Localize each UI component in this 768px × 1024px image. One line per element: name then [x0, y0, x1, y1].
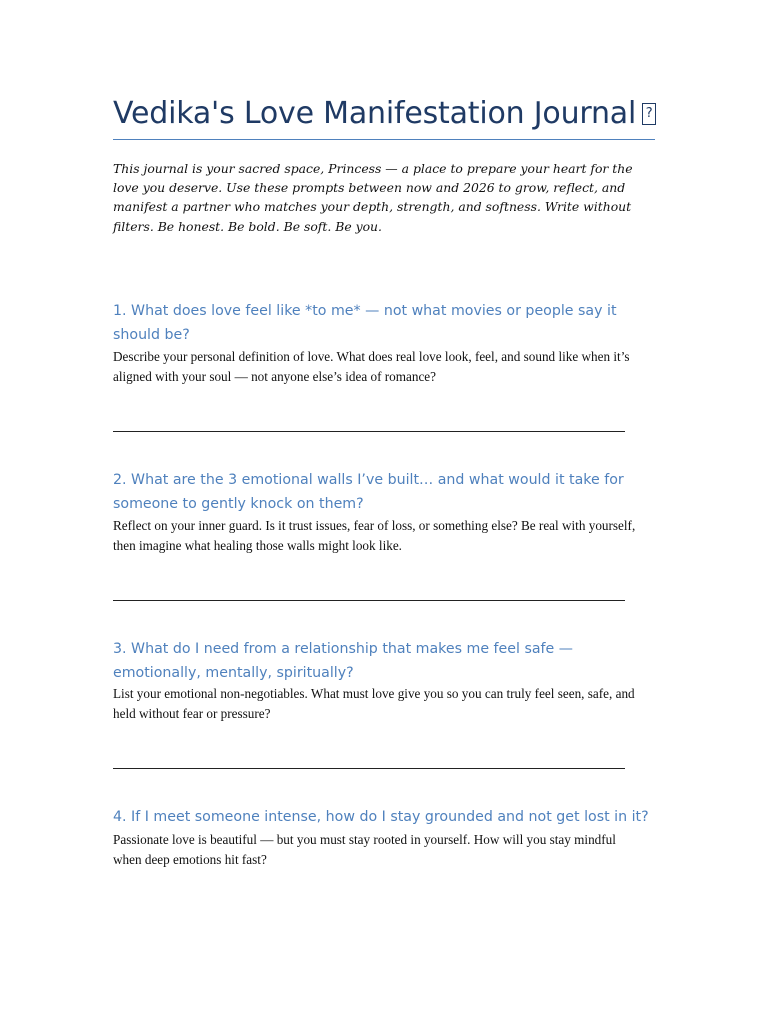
- answer-line-2[interactable]: [113, 600, 625, 601]
- prompt-description-1: Describe your personal definition of love. What does real love look, feel, and sound like when it’s aligned with your soul — not anyone else’s idea of romance?: [113, 349, 630, 384]
- intro-paragraph: This journal is your sacred space, Princess — a place to prepare your heart for the love you deserve. Use these prompts between now and 2026 to grow, reflect, and manifest a partner who matches your depth, strength, and softness. Write without filters. Be honest. Be bold. Be soft. Be you.: [113, 161, 633, 234]
- missing-glyph-icon: [642, 103, 656, 125]
- document-title: [113, 92, 655, 136]
- prompt-description-2: Reflect on your inner guard. Is it trust issues, fear of loss, or something else? Be real with yourself, then imagine what healing those walls might look like.: [113, 518, 636, 553]
- prompt-heading-3: 3. What do I need from a relationship that makes me feel safe — emotionally, mentally, spiritually?: [113, 641, 573, 681]
- prompt-description-4: Passionate love is beautiful — but you must stay rooted in yourself. How will you stay mindful when deep emotions hit fast?: [113, 832, 616, 867]
- prompt-heading-4: 4. If I meet someone intense, how do I stay grounded and not get lost in it?: [113, 809, 649, 825]
- answer-line-1[interactable]: [113, 431, 625, 432]
- title-text: Vedika's Love Manifestation Journal: [113, 96, 637, 131]
- prompt-heading-2: 2. What are the 3 emotional walls I’ve built… and what would it take for someone to gently knock on them?: [113, 472, 624, 512]
- answer-line-3[interactable]: [113, 768, 625, 769]
- title-underline: [113, 139, 655, 140]
- prompt-description-3: List your emotional non-negotiables. What must love give you so you can truly feel seen, safe, and held without fear or pressure?: [113, 686, 635, 721]
- prompt-heading-1: 1. What does love feel like *to me* — not what movies or people say it should be?: [113, 303, 617, 343]
